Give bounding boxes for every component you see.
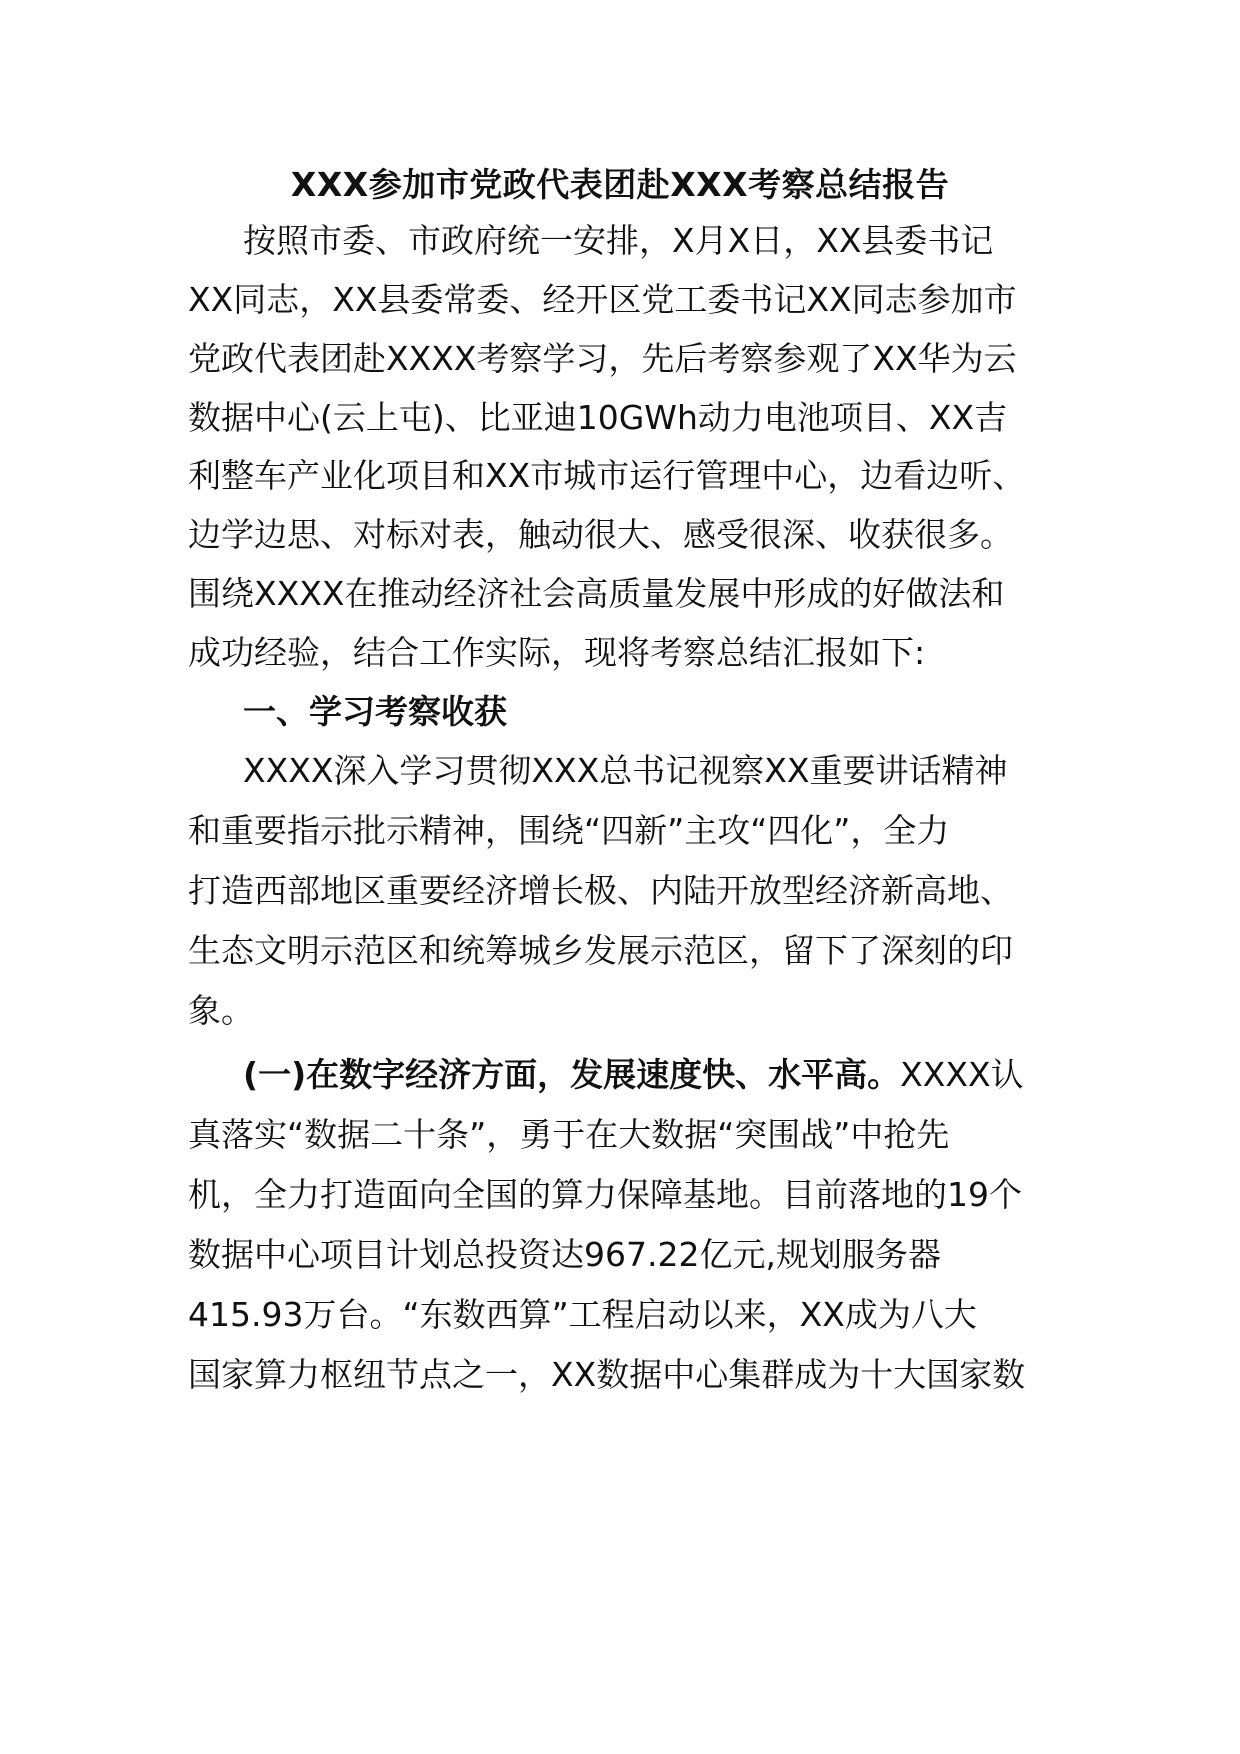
paragraph-line: 数据中心项目计划总投资达967.22亿元,规划服务器 (188, 1235, 941, 1274)
paragraph-line: 打造西部地区重要经济增长极、内陆开放型经济新高地、 (188, 871, 1013, 910)
paragraph-line: 国家算力枢纽节点之一，XX数据中心集群成为十大国家数 (188, 1355, 1026, 1394)
paragraph-line: 边学边思、对标对表，触动很大、感受很深、收获很多。 (188, 515, 1013, 554)
paragraph-line: 机，全力打造面向全国的算力保障基地。目前落地的19个 (188, 1175, 1022, 1214)
subsection-heading: (一)在数字经济方面，发展速度快、水平高。 (243, 1055, 901, 1094)
subsection-first-line-tail: XXXX认 (900, 1055, 1024, 1094)
paragraph-line: 党政代表团赴XXXX考察学习，先后考察参观了XX华为云 (188, 339, 1017, 378)
section-heading: 一、学习考察收获 (243, 692, 507, 731)
paragraph-line: 利整车产业化项目和XX市城市运行管理中心，边看边听、 (188, 456, 1026, 495)
paragraph-line: 真落实“数据二十条”，勇于在大数据“突围战”中抢先 (188, 1115, 950, 1154)
paragraph-line: 成功经验，结合工作实际，现将考察总结汇报如下: (188, 633, 926, 672)
paragraph-line: XXXX深入学习贯彻XXX总书记视察XX重要讲话精神 (243, 751, 1008, 790)
paragraph-line: 415.93万台。“东数西算”工程启动以来，XX成为八大 (188, 1295, 977, 1334)
paragraph-line: 象。 (188, 991, 254, 1030)
paragraph-line: XX同志，XX县委常委、经开区党工委书记XX同志参加市 (188, 280, 1017, 319)
paragraph-line: 围绕XXXX在推动经济社会高质量发展中形成的好做法和 (188, 574, 1005, 613)
paragraph-line: 数据中心(云上屯)、比亚迪10GWh动力电池项目、XX吉 (188, 398, 1008, 437)
paragraph-line: 按照市委、市政府统一安排，X月X日，XX县委书记 (243, 221, 994, 260)
paragraph-line: 生态文明示范区和统筹城乡发展示范区，留下了深刻的印 (188, 931, 1013, 970)
document-title: XXX参加市党政代表团赴XXX考察总结报告 (290, 165, 950, 204)
subsection-first-line (243, 1050, 1024, 1100)
paragraph-line: 和重要指示批示精神，围绕“四新”主攻“四化”，全力 (188, 811, 950, 850)
